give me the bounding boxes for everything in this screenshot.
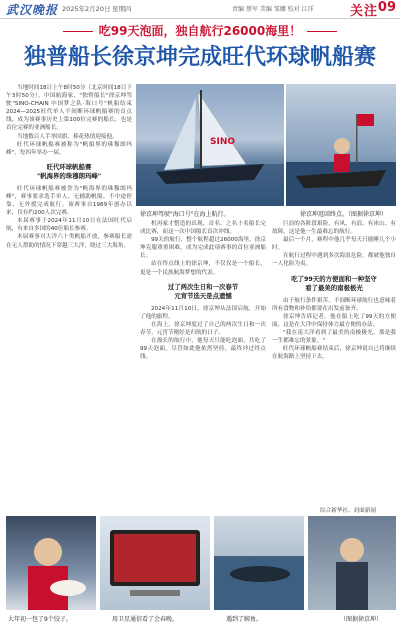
sailor-on-deck-illustration [308, 516, 396, 610]
paragraph: 巨浪的各阶段艰险，有风、有浪、有冰山、有故障，这是他一生最难忘的航行。 [272, 221, 396, 236]
paragraph: 当地数百人手举国旗、捧花热情迎接他。 [17, 133, 118, 140]
page-number: 09 [377, 0, 396, 15]
sailor-with-dumplings-illustration [6, 516, 96, 610]
headline: 独普船长徐京坤完成旺代环球帆船赛 [23, 45, 376, 70]
paragraph: 99天的航行，整个航程超过26000海里，徐京坤克服重重困难，成为完成此项赛事的首位亚洲船长。 [140, 237, 266, 260]
section-name: 关注 [349, 4, 378, 19]
masthead [0, 0, 400, 19]
finish-photo [286, 84, 396, 206]
whale-photo [214, 516, 304, 610]
paragraph: 旺代环球帆船赛结束后，徐京坤说自己将继续在航海路上坚持下去。 [272, 346, 396, 361]
cabin-screen-illustration [100, 516, 210, 610]
dumplings-photo [6, 516, 96, 610]
sailboat-photo [136, 84, 284, 206]
whale-illustration [214, 516, 304, 610]
paragraph: "我在南大洋看到了最美的南极极光，那是我一生都难忘的景象。" [272, 329, 396, 345]
paragraph: 最后一个月，赛程中他几乎每天只能睡几个小时。 [272, 237, 396, 252]
issue-weekday: 星期四 [112, 5, 132, 13]
issue-date: 2025年2月20日 [62, 5, 111, 13]
photo-caption: （图据徐京坤） [340, 616, 383, 623]
section-heading: 过了两次生日和一次春节 元宵节选天是点遗憾 [167, 282, 239, 300]
paragraph: 旺代环球帆船赛被称为"帆船界的珠穆朗玛峰"，每四年举办一届。 [6, 141, 132, 156]
paragraph: 在海上，徐京坤度过了自己的两次生日和一次春节，元宵节刚好是归航的日子。 [140, 321, 266, 336]
subheadline: 吃99天泡面，独自航行26000海里！ [0, 22, 400, 39]
paragraph: 在漫长的航行中，他每天只能吃泡面，共吃了99天泡面，尽管如此他依然坚持，最终冲过终点线。 [140, 338, 266, 361]
sailor-illustration [286, 84, 396, 206]
photo-caption: 遇到了鲸鱼。 [226, 616, 263, 623]
paragraph: 由于航行条件艰苦，不间断环球航行也意味着所有食物和补给都要在出发前备齐。 [272, 297, 396, 312]
aurora-photo [308, 516, 396, 610]
article-column-2 [140, 220, 266, 508]
paragraph: 在航行过程中遇到多次海浪危险，都被他独自一人化险为夷。 [272, 253, 396, 268]
paragraph: 2024年11月10日，徐京坤从法国启航，开始了他的旅程。 [140, 305, 266, 320]
paragraph: 旺代环球帆船赛被誉为"帆海界的珠穆朗玛峰"，赛事要求选手单人、无辅助帆船、不中途停靠、无外援完成航行。该赛事自1989年创办以来，仅有约200人次完赛。 [6, 185, 132, 217]
paragraph: 本届赛事于2024年11月10日在法国旺代启航，有来自多国的40位船长参赛。 [6, 218, 132, 233]
article-column-3 [272, 220, 396, 508]
photo-caption: 大年初一包了9个饺子。 [8, 616, 72, 623]
article-column-1 [6, 84, 132, 508]
paragraph: 本届赛事对大洋六十类帆船开放，参赛船长需在无人帮助的情况下穿越三大洋，绕过三大海角。 [6, 234, 132, 249]
section-heading: 吃了99天的方便面和一种坚守 看了最美的南极极光 [291, 274, 377, 292]
newspaper-logo: 武汉晚报 [6, 3, 59, 17]
photo-caption: 徐京坤驾驶"海口号"在海上航行。 [140, 211, 230, 218]
svg-text:SINO: SINO [210, 137, 236, 147]
sailboat-illustration [136, 84, 284, 206]
satellite-tv-photo [100, 516, 210, 610]
paragraph: 徐京坤告诉记者，他在船上吃了99天的方便面，这是在大洋中保持体力最方便的办法。 [272, 313, 396, 328]
byline: 综合新华社、封面新闻 [320, 508, 376, 514]
editor-credits: 责编 蔡军 美编 邹娜 校对 江洋 [232, 6, 314, 13]
photo-caption: 徐京坤返回终点。（图据徐京坤） [300, 211, 388, 218]
paragraph: 当地时间18日上午8时50分（北京时间18日下午3时50分），中国航海家、"独臂船长"徐京坤驾驶"SINO-CHAIN 中国梦之队·海口号"帆船结束2024—2025旺代单人不间断环球帆船赛的首点线，成为该赛事历史上第100位完赛的船长，也是首位完赛的亚洲船长。 [6, 85, 132, 132]
photo-caption: 用卫星通信看了会春晚。 [112, 616, 179, 623]
paragraph: 机再家才整造的出现，首名、之名十名船长完成比赛，而这一次中国船长首次冲线。 [140, 221, 266, 236]
section-heading: 旺代环球帆船赛 "帆海界的珠穆朗玛峰" [36, 162, 102, 180]
paragraph: 站在终点线上的徐京坤，不仅仅是一个船长，更是一个民族航海梦想的代表。 [140, 261, 266, 276]
